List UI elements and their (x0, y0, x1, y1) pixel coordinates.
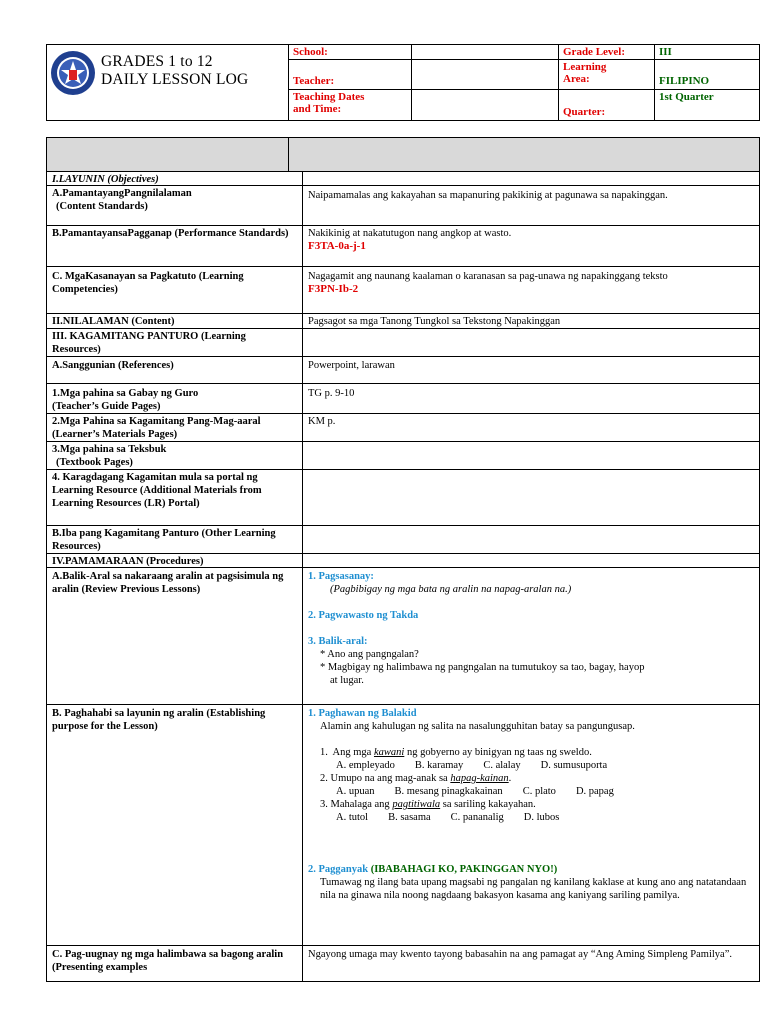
balik-aral-label: A.Balik-Aral sa nakaraang aralin at pagsisimula ng aralin (Review Previous Lessons) (47, 568, 303, 704)
dates-label-line-2: and Time: (293, 103, 342, 115)
balik-aral-bullet-2: * Magbigay ng halimbawa ng pangngalan na tumutukoy sa tao, bagay, hayop (320, 662, 645, 673)
dates-label-line-1: Teaching Dates (293, 91, 365, 103)
header-title (101, 53, 248, 89)
competencies-text: Nagagamit ang naunang kaalaman o karanasan sa pag-unawa ng napakinggang teksto (308, 271, 668, 282)
lesson-log-table (46, 137, 760, 982)
area-label-line-2: Area: (563, 73, 590, 85)
balik-aral-value (303, 568, 759, 704)
choice: B. sasama (388, 812, 431, 823)
teachers-guide-label-1: 1.Mga pahina sa Gabay ng Guro (52, 388, 199, 399)
teacher-label: Teacher: (289, 60, 412, 90)
paghahabi-label: B. Paghahabi sa layunin ng aralin (Establishing purpose for the Lesson) (47, 705, 303, 945)
grade-label: Grade Level: (559, 45, 655, 60)
teachers-guide-value: TG p. 9-10 (308, 388, 355, 399)
question-2-word: hapag-kainan (450, 773, 509, 784)
table-row-balik-aral (47, 568, 759, 705)
textbook-label-1: 3.Mga pahina sa Teksbuk (52, 444, 167, 455)
choice: A. upuan (336, 786, 375, 797)
header-info-grid (289, 45, 759, 120)
balik-aral-bullet-1: * Ano ang pangngalan? (320, 649, 419, 660)
question-1-post: ng gobyerno ay binigyan ng taas ng sweldo. (404, 747, 592, 758)
competencies-label: C. MgaKasanayan sa Pagkatuto (Learning Competencies) (47, 267, 303, 313)
content-standards-label (47, 186, 303, 225)
dates-value (412, 90, 559, 120)
question-1 (308, 746, 754, 759)
area-label (559, 60, 655, 90)
sanggunian-value: Powerpoint, larawan (308, 360, 395, 371)
quarter-value: 1st Quarter (659, 91, 714, 103)
question-1-word: kawani (373, 747, 405, 758)
pagganyak-heading-b: (IBABAHAGI KO, PAKINGGAN NYO!) (370, 864, 558, 875)
performance-standards-text: Nakikinig at nakatutugon nang angkop at wasto. (308, 228, 512, 239)
learners-materials-label: 2.Mga Pahina sa Kagamitang Pang-Mag-aaral (Learner’s Materials Pages) (47, 414, 303, 441)
school-label: School: (289, 45, 412, 60)
table-row-kagamitan (47, 329, 759, 357)
performance-standards-label: B.PamantayansaPagganap (Performance Standards) (47, 226, 303, 266)
choice: A. tutol (336, 812, 369, 823)
choice: C. pananalig (450, 812, 504, 823)
question-2 (308, 772, 754, 785)
content-standards-label-2: (Content Standards) (56, 201, 148, 212)
spacer (308, 824, 754, 837)
question-2-choices (308, 785, 754, 798)
textbook-value (303, 442, 759, 469)
pagganyak-heading (308, 863, 754, 876)
paghawan-heading: 1. Paghawan ng Balakid (308, 708, 417, 719)
deped-seal-icon (50, 50, 96, 96)
choice: B. karamay (414, 760, 464, 771)
pagsasanay-text: (Pagbibigay ng mga bata ng aralin na napag-aralan na.) (330, 584, 572, 595)
teachers-guide-label (47, 384, 303, 413)
question-3-word: pagtitiwala (392, 799, 441, 810)
learners-materials-value: KM p. (308, 416, 336, 427)
pagganyak-heading-a: 2. Pagganyak (308, 864, 371, 875)
pagganyak-text: Tumawag ng ilang bata upang magsabi ng pangalan ng kanilang kaklase at kung ano ang natatandaan nila na ginawa nila noong nagdaang bakasyon kasama ang kaniyang sariling pamilya. (320, 877, 747, 901)
choice: C. alalay (483, 760, 521, 771)
area-label-line-1: Learning (563, 61, 607, 73)
competencies-value (303, 267, 759, 313)
question-2-pre: 2. Umupo na ang mag-anak sa (320, 773, 451, 784)
question-3-pre: 3. Mahalaga ang (320, 799, 393, 810)
spacer (308, 596, 754, 609)
choice: B. mesang pinagkakainan (394, 786, 503, 797)
kagamitan-value (303, 329, 759, 356)
table-row-nilalaman (47, 314, 759, 329)
nilalaman-label: II.NILALAMAN (Content) (47, 314, 303, 328)
paghahabi-value (303, 705, 759, 945)
pagsasanay-heading: 1. Pagsasanay: (308, 571, 374, 582)
lr-portal-label: 4. Karagdagang Kagamitan mula sa portal ng Learning Resource (Additional Materials from Learning Resources (LR) Portal) (47, 470, 303, 525)
content-standards-label-1: A.PamantayangPangnilalaman (52, 188, 192, 199)
quarter-label: Quarter: (559, 90, 655, 120)
pagwawasto-heading: 2. Pagwawasto ng Takda (308, 610, 419, 621)
choice: D. sumusuporta (540, 760, 608, 771)
table-row-textbook (47, 442, 759, 470)
layunin-value (303, 172, 759, 185)
table-row-content-standards (47, 186, 759, 226)
choice: C. plato (522, 786, 556, 797)
textbook-label-2: (Textbook Pages) (56, 457, 133, 468)
grade-value: III (655, 45, 759, 60)
pag-uugnay-value: Ngayong umaga may kwento tayong babasahin na ang pamagat ay “Ang Aming Simpleng Pamilya”. (308, 949, 732, 960)
spacer (308, 733, 754, 746)
spacer (308, 850, 754, 863)
choice: A. empleyado (336, 760, 395, 771)
teacher-value (412, 60, 559, 90)
header-box (46, 44, 760, 121)
table-row-teachers-guide (47, 384, 759, 414)
table-row-paghahabi (47, 705, 759, 946)
performance-standards-code: F3TA-0a-j-1 (308, 240, 366, 252)
table-header-cell-2 (289, 138, 759, 171)
kagamitan-label: III. KAGAMITANG PANTURO (Learning Resources) (47, 329, 303, 356)
choice: D. lubos (523, 812, 560, 823)
other-resources-value (303, 526, 759, 553)
spacer (308, 837, 754, 850)
balik-aral-heading: 3. Balik-aral: (308, 636, 368, 647)
table-row-pamamaraan (47, 554, 759, 568)
choice: D. papag (575, 786, 614, 797)
question-1-pre: 1. Ang mga (320, 747, 374, 758)
question-1-choices (308, 759, 754, 772)
table-row-learners-materials (47, 414, 759, 442)
textbook-label (47, 442, 303, 469)
table-row-layunin (47, 172, 759, 186)
pamamaraan-value (303, 554, 759, 567)
nilalaman-value: Pagsagot sa mga Tanong Tungkol sa Tekstong Napakinggan (308, 316, 561, 327)
spacer (308, 622, 754, 635)
teachers-guide-label-2: (Teacher’s Guide Pages) (52, 401, 161, 412)
lr-portal-value (303, 470, 759, 525)
dates-label (289, 90, 412, 120)
pag-uugnay-label: C. Pag-uugnay ng mga halimbawa sa bagong aralin (Presenting examples (47, 946, 303, 981)
table-header-cell-1 (47, 138, 289, 171)
layunin-label: I.LAYUNIN (Objectives) (47, 172, 303, 185)
performance-standards-value (303, 226, 759, 266)
title-line-1: GRADES 1 to 12 (101, 53, 213, 70)
balik-aral-bullet-2-cont: at lugar. (330, 675, 364, 686)
other-resources-label: B.Iba pang Kagamitang Panturo (Other Learning Resources) (47, 526, 303, 553)
title-line-2: DAILY LESSON LOG (101, 71, 249, 88)
table-row-performance-standards (47, 226, 759, 267)
question-3-post: sa sariling kakayahan. (440, 799, 536, 810)
pamamaraan-label: IV.PAMAMARAAN (Procedures) (47, 554, 303, 567)
competencies-code: F3PN-Ib-2 (308, 283, 359, 295)
header-title-cell (47, 45, 289, 120)
sanggunian-label: A.Sanggunian (References) (47, 357, 303, 383)
table-row-competencies (47, 267, 759, 314)
table-header-row (47, 138, 759, 172)
question-3-choices (308, 811, 754, 824)
table-row-other-resources (47, 526, 759, 554)
school-value (412, 45, 559, 60)
content-standards-value: Naipamamalas ang kakayahan sa mapanuring pakikinig at pagunawa sa napakinggan. (308, 190, 668, 201)
question-3 (308, 798, 754, 811)
table-row-pag-uugnay (47, 946, 759, 981)
table-row-lr-portal (47, 470, 759, 526)
area-value: FILIPINO (655, 60, 759, 90)
paghawan-text: Alamin ang kahulugan ng salita na nasalungguhitan batay sa pangungusap. (320, 721, 635, 732)
question-2-post: . (508, 773, 512, 784)
table-row-sanggunian (47, 357, 759, 384)
